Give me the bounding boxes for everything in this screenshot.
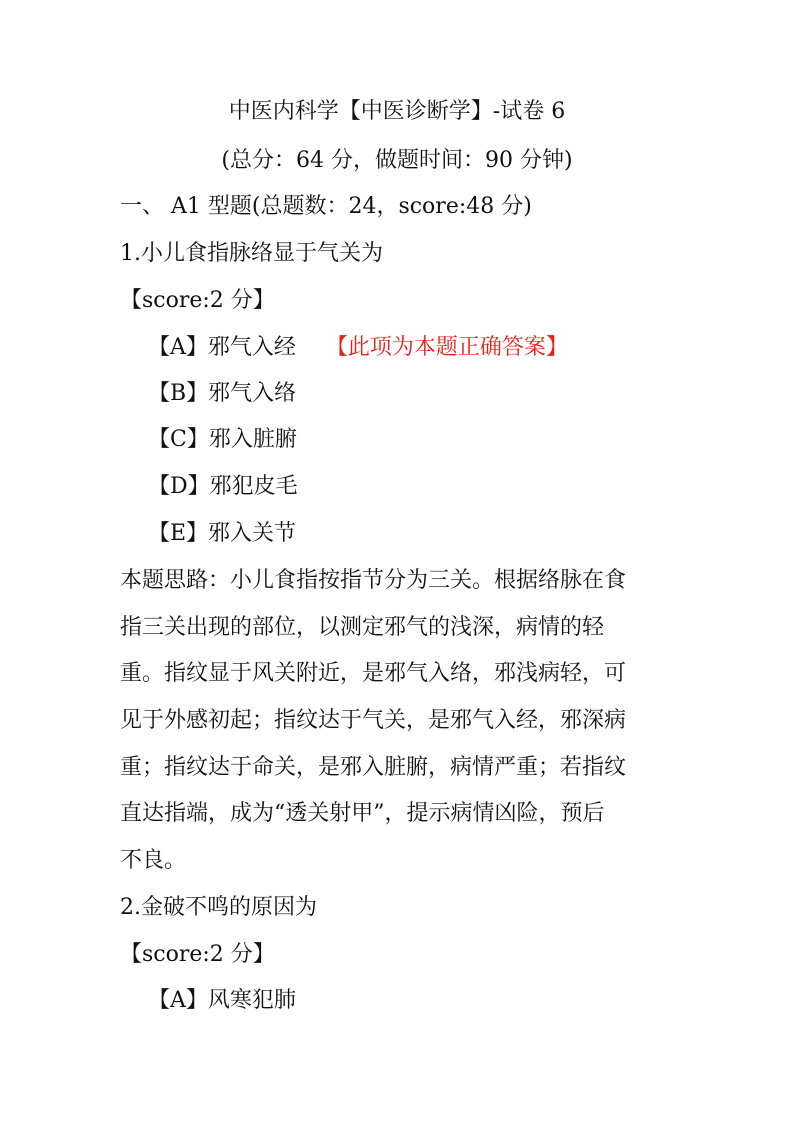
option-d: 【D】邪犯皮毛 (148, 474, 298, 499)
question-score: 【score:2 分】 (120, 288, 275, 313)
explanation-line: 指三关出现的部位，以测定邪气的浅深，病情的轻 (120, 615, 605, 640)
explanation-line: 直达指端，成为“透关射甲”，提示病情凶险，预后 (120, 801, 605, 826)
explanation-line: 见于外感初起；指纹达于气关，是邪气入经，邪深病 (120, 708, 627, 733)
correct-answer-mark: 【此项为本题正确答案】 (325, 335, 568, 360)
option-a: 【A】风寒犯肺 (148, 988, 296, 1013)
option-label: 【A】邪气入经 (148, 335, 296, 360)
page-title: 中医内科学【中医诊断学】-试卷 6 (228, 99, 566, 124)
question-stem: 2.金破不鸣的原因为 (120, 895, 317, 920)
option-a (148, 334, 568, 362)
explanation-line: 重；指纹达于命关，是邪入脏腑，病情严重；若指纹 (120, 755, 627, 780)
explanation-line: 本题思路：小儿食指按指节分为三关。根据络脉在食 (120, 568, 627, 593)
question-stem: 1.小儿食指脉络显于气关为 (120, 241, 383, 266)
section-heading: 一、 A1 型题(总题数：24，score:48 分) (120, 194, 532, 219)
option-c: 【C】邪入脏腑 (148, 427, 297, 452)
explanation-line: 重。指纹显于风关附近，是邪气入络，邪浅病轻，可 (120, 661, 627, 686)
option-e: 【E】邪入关节 (148, 521, 297, 546)
explanation-line: 不良。 (120, 848, 187, 873)
page-subtitle: (总分：64 分，做题时间：90 分钟) (221, 148, 573, 173)
question-score: 【score:2 分】 (120, 942, 275, 967)
option-b: 【B】邪气入络 (148, 381, 297, 406)
